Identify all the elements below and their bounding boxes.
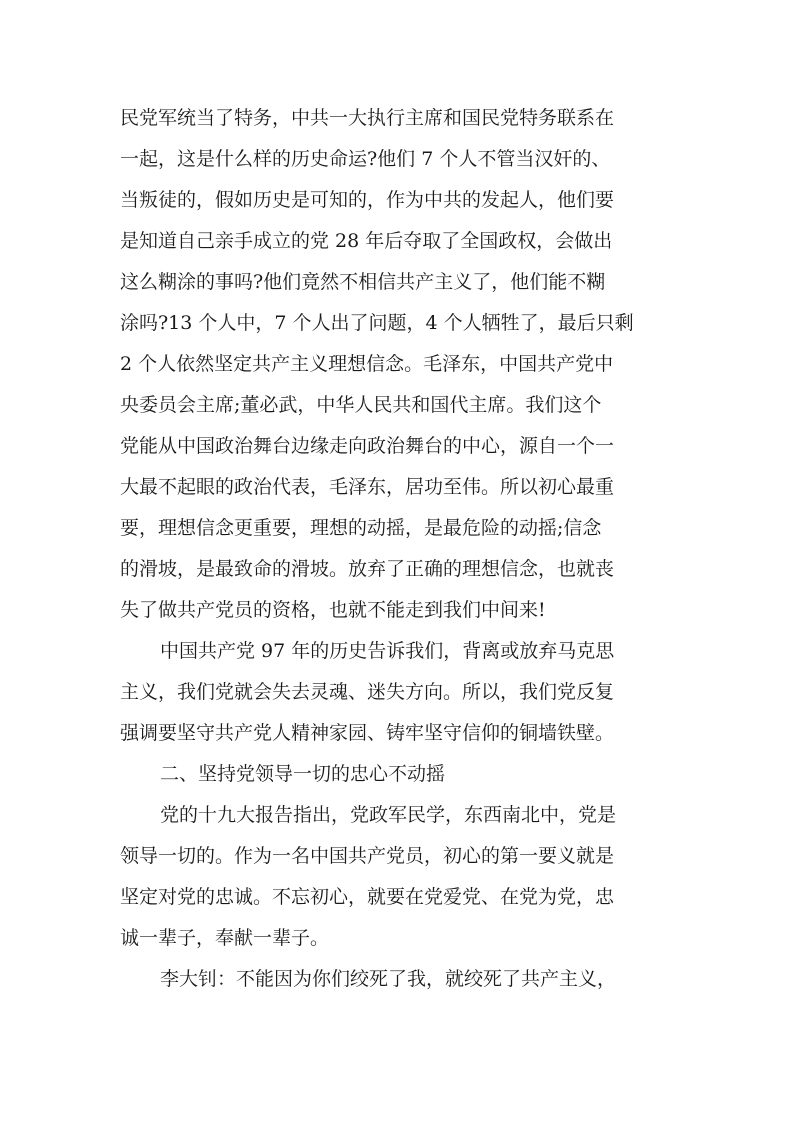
- text-line: 这么糊涂的事吗?他们竟然不相信共产主义了，他们能不糊: [120, 271, 606, 293]
- text-line: 强调要坚守共产党人精神家园、铸牢坚守信仰的铜墙铁壁。: [120, 722, 615, 744]
- section-heading: 二、坚持党领导一切的忠心不动摇: [160, 763, 446, 785]
- text-line: 失了做共产党员的资格，也就不能走到我们中间来!: [120, 599, 546, 621]
- text-line: 涂吗?13 个人中，7 个人出了问题，4 个人牺牲了，最后只剩: [120, 312, 634, 334]
- text-line: 要，理想信念更重要，理想的动摇，是最危险的动摇;信念: [120, 517, 602, 539]
- text-line: 民党军统当了特务，中共一大执行主席和国民党特务联系在: [120, 107, 615, 129]
- text-line: 的滑坡，是最致命的滑坡。放弃了正确的理想信念，也就丧: [120, 558, 615, 580]
- text-line: 一起，这是什么样的历史命运?他们 7 个人不管当汉奸的、: [120, 148, 611, 170]
- text-line: 当叛徒的，假如历史是可知的，作为中共的发起人，他们要: [120, 189, 615, 211]
- text-line: 坚定对党的忠诚。不忘初心，就要在党爱党、在党为党，忠: [120, 886, 615, 908]
- text-line: 是知道自己亲手成立的党 28 年后夺取了全国政权，会做出: [120, 230, 613, 252]
- text-line: 主义，我们党就会失去灵魂、迷失方向。所以，我们党反复: [120, 681, 615, 703]
- document-body: [120, 98, 690, 1000]
- text-line: 央委员会主席;董必武，中华人民共和国代主席。我们这个: [120, 394, 602, 416]
- paragraph-start-line: 中国共产党 97 年的历史告诉我们，背离或放弃马克思: [160, 640, 615, 662]
- text-line: 2 个人依然坚定共产主义理想信念。毛泽东，中国共产党中: [120, 353, 614, 375]
- text-line: 领导一切的。作为一名中国共产党员，初心的第一要义就是: [120, 845, 615, 867]
- text-line: 诚一辈子，奉献一辈子。: [120, 927, 330, 949]
- paragraph-start-line: 党的十九大报告指出，党政军民学，东西南北中，党是: [160, 804, 617, 826]
- text-line: 大最不起眼的政治代表，毛泽东，居功至伟。所以初心最重: [120, 476, 615, 498]
- text-line: 党能从中国政治舞台边缘走向政治舞台的中心，源自一个一: [120, 435, 615, 457]
- paragraph-start-line: 李大钊：不能因为你们绞死了我，就绞死了共产主义，: [160, 968, 617, 990]
